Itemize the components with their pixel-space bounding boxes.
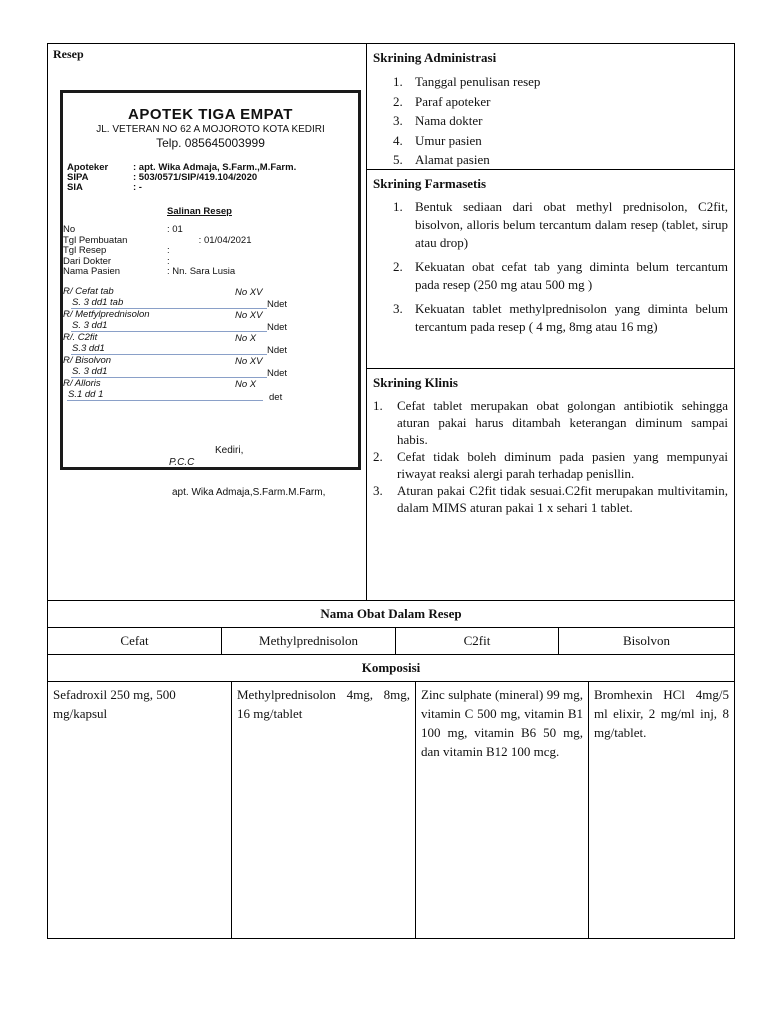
komposisi-row [48,681,734,938]
item-number: 1. [393,199,403,214]
obat-name: Bisolvon [623,633,670,648]
skrining-klinis [367,368,734,600]
komposisi-cell: Sefadroxil 250 mg, 500 mg/kapsul [48,682,232,938]
list-item [393,198,728,252]
field-label: Nama Pasien [63,266,121,277]
nama-obat-header-row [48,600,734,627]
salinan-resep-title: Salinan Resep [167,206,232,217]
rx-qty: No X [235,379,257,390]
klinis-list [373,397,728,516]
rx-sig: S.3 dd1 [72,343,105,354]
rx-det: Ndet [267,368,288,379]
rx-det: Ndet [267,322,288,333]
item-number: 4. [393,132,403,148]
rx-det: Ndet [267,299,288,310]
rx-qty: No XV [235,356,263,367]
komposisi-header-row [48,654,734,681]
item-text: Alamat pasien [415,152,490,167]
rx-sig: S. 3 dd1 tab [72,297,124,308]
city-date: Kediri, [215,445,244,456]
field-value: : Nn. Sara Lusia [167,266,236,277]
item-number: 2. [393,93,403,109]
rx-sig: S.1 dd 1 [68,389,104,400]
section-title: Skrining Administrasi [373,50,497,65]
rx-det: Ndet [267,345,288,356]
rx-name: R/ Alloris [63,378,101,389]
list-item [393,92,728,112]
rx-qty: No XV [235,287,263,298]
skrining-administrasi [367,44,734,169]
item-text: Tanggal penulisan resep [415,74,541,89]
pcc-label: P.C.C [169,457,195,468]
top-row [48,44,734,600]
item-number: 1. [373,398,383,413]
item-text: Bentuk sediaan dari obat methyl prednisolon, C2fit, bisolvon, alloris belum tercantum dalam resep (tablet, sirup atau drop) [415,199,728,250]
list-item [393,111,728,131]
skrining-farmasetis [367,169,734,368]
field-row [63,246,252,257]
item-number: 2. [373,449,383,464]
list-item [393,258,728,294]
rx-sig: S. 3 dd1 [72,366,108,377]
item-text: Kekuatan tablet methylprednisolon yang diminta belum tercantum pada resep ( 4 mg, 8mg atau 16 mg) [415,301,728,334]
rx-qty: No XV [235,310,263,321]
rx-name: R/. C2fit [63,332,98,343]
nama-obat-header: Nama Obat Dalam Resep [320,606,462,621]
pharmacist-info [67,163,296,193]
info-row [67,173,296,183]
field-label: No [63,224,76,235]
item-text: Paraf apoteker [415,93,491,109]
list-item [393,72,728,92]
field-value: : [167,245,170,256]
komposisi-cell: Methylprednisolon 4mg, 8mg, 16 mg/tablet [232,682,416,938]
info-label: SIA [67,182,83,193]
list-item [373,448,728,482]
rx-name: R/ Metfylprednisolon [63,309,150,320]
item-number: 5. [393,152,403,167]
field-label: Tgl Pembuatan [63,234,128,246]
info-value: : apt. Wika Admaja, S.Farm.,M.Farm. [133,162,297,173]
item-text: Kekuatan obat cefat tab yang diminta belum tercantum pada resep (250 mg atau 500 mg ) [415,259,728,292]
field-value: : [167,255,170,267]
komposisi-header: Komposisi [361,660,421,675]
pharmacy-phone: Telp. 085645003999 [156,136,265,150]
field-label: Dari Dokter [63,255,112,267]
rx-det: det [269,392,283,403]
rx-sig: S. 3 dd1 [72,320,108,331]
pharmacist-signature: apt. Wika Admaja,S.Farm.M.Farm, [172,487,326,498]
rx-qty: No X [235,333,257,344]
item-text: Nama dokter [415,113,483,128]
list-item [393,131,728,151]
section-title: Skrining Klinis [373,375,458,390]
komposisi-cell: Zinc sulphate (mineral) 99 mg, vitamin C 500 mg, vitamin B1 100 mg, vitamin B6 50 mg, dan vitamin B12 100 mcg. [416,682,589,938]
rx-underline [67,400,263,401]
list-item [373,397,728,448]
komposisi-cell: Bromhexin HCl 4mg/5 ml elixir, 2 mg/ml inj, 8 mg/tablet. [594,687,729,740]
admin-list [373,72,728,170]
item-number: 3. [393,301,403,316]
rx-underline [71,331,267,332]
field-row [63,267,252,278]
field-value: : 01/04/2021 [167,234,252,246]
pharmacy-address: JL. VETERAN NO 62 A MOJOROTO KOTA KEDIRI [96,124,325,135]
info-row [67,183,296,193]
item-text: Aturan pakai C2fit tidak sesuai.C2fit merupakan multivitamin, dalam MIMS aturan pakai 1 x sehari 1 tablet. [397,483,728,515]
screening-column [367,44,734,600]
pharmacy-name: APOTEK TIGA EMPAT [128,106,293,123]
prescription-copy-card [60,90,361,470]
rx-name: R/ Bisolvon [63,355,112,366]
section-title: Skrining Farmasetis [373,176,487,191]
item-text: Umur pasien [415,132,482,148]
resep-cell [48,44,367,600]
item-number: 1. [393,74,403,89]
item-number: 2. [393,259,403,274]
field-value: : 01 [167,224,183,235]
obat-name: Cefat [48,628,222,654]
info-value: : - [133,182,142,193]
farmasetis-list [373,198,728,336]
list-item [393,150,728,170]
info-value: : 503/0571/SIP/419.104/2020 [133,172,258,183]
field-label: Tgl Resep [63,245,107,256]
prescription-fields [63,225,252,278]
resep-label: Resep [53,47,84,61]
item-text: Cefat tablet merupakan obat golongan antibiotik sehingga aturan pakai harus ditambah keterangan diminum sampai habis. [397,398,728,447]
obat-name: C2fit [396,628,559,654]
info-label: SIPA [67,172,89,183]
item-text: Cefat tidak boleh diminum pada pasien yang mempunyai riwayat reaksi alergi parah terhadap penisllin. [397,449,728,481]
info-label: Apoteker [67,162,109,173]
item-number: 3. [393,113,403,128]
rx-name: R/ Cefat tab [63,286,114,297]
document-table [47,43,735,939]
list-item [373,482,728,516]
item-number: 3. [373,483,383,498]
list-item [393,300,728,336]
obat-names-row [48,627,734,654]
obat-name: Methylprednisolon [222,628,396,654]
